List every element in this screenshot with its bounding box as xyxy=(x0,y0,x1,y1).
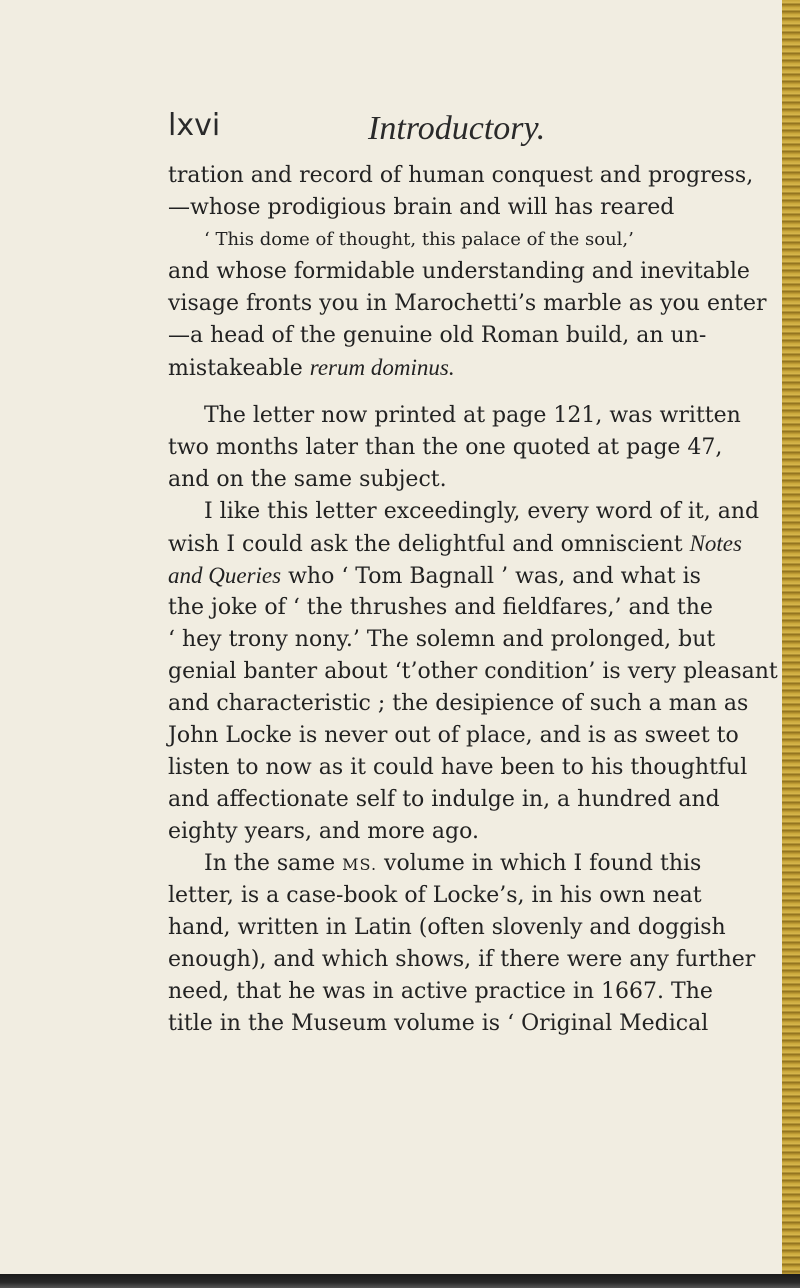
text-span: In the same xyxy=(204,851,336,876)
text-line: visage fronts you in Marochetti’s marble as you enter xyxy=(168,291,767,316)
text-line: The letter now printed at page 121, was written xyxy=(204,403,741,428)
quotation-line: ‘ This dome of thought, this palace of the soul,’ xyxy=(204,229,634,250)
text-line: hand, written in Latin (often slovenly and doggish xyxy=(168,915,726,940)
text-line: ‘ hey trony nony.’ The solemn and prolonged, but xyxy=(168,627,716,652)
text-line: genial banter about ‘t’other condition’ is very pleasant xyxy=(168,659,778,684)
text-line: two months later than the one quoted at page 47, xyxy=(168,435,723,460)
text-line: listen to now as it could have been to his thoughtful xyxy=(168,755,748,780)
paragraph-gap xyxy=(168,384,736,400)
text-line xyxy=(168,352,736,384)
text-line xyxy=(168,848,736,880)
text-line: and affectionate self to indulge in, a hundred and xyxy=(168,787,720,812)
text-span: wish I could ask the delightful and omniscient xyxy=(168,532,683,557)
text-line: and whose formidable understanding and inevitable xyxy=(168,259,750,284)
running-title: Introductory. xyxy=(368,110,546,147)
text-line: the joke of ‘ the thrushes and fieldfares,’ and the xyxy=(168,595,713,620)
small-caps-abbrev: MS. xyxy=(342,855,378,874)
text-line: —whose prodigious brain and will has reared xyxy=(168,195,675,220)
page-edge-gilt xyxy=(782,0,800,1288)
running-header xyxy=(168,100,738,152)
italic-phrase: rerum dominus. xyxy=(309,355,455,380)
text-line: —a head of the genuine old Roman build, an un- xyxy=(168,323,707,348)
text-line: eighty years, and more ago. xyxy=(168,819,479,844)
page-bottom-edge xyxy=(0,1274,800,1288)
text-line: John Locke is never out of place, and is as sweet to xyxy=(168,723,739,748)
text-line: tration and record of human conquest and progress, xyxy=(168,163,754,188)
text-line xyxy=(168,560,736,592)
text-line: title in the Museum volume is ‘ Original Medical xyxy=(168,1011,709,1036)
text-line: enough), and which shows, if there were any further xyxy=(168,947,756,972)
text-line: need, that he was in active practice in 1667. The xyxy=(168,979,713,1004)
text-line: I like this letter exceedingly, every word of it, and xyxy=(204,499,760,524)
page-number: lxvi xyxy=(168,108,221,143)
text-span: who ‘ Tom Bagnall ’ was, and what is xyxy=(288,564,701,589)
text-line: and on the same subject. xyxy=(168,467,447,492)
text-line: letter, is a case-book of Locke’s, in his own neat xyxy=(168,883,702,908)
body-text xyxy=(168,160,778,1040)
italic-title: and Queries xyxy=(168,563,282,588)
text-line xyxy=(168,528,742,560)
text-line: and characteristic ; the desipience of such a man as xyxy=(168,691,749,716)
text-span: volume in which I found this xyxy=(384,851,702,876)
italic-title: Notes xyxy=(689,531,742,556)
text-span: mistakeable xyxy=(168,356,303,381)
